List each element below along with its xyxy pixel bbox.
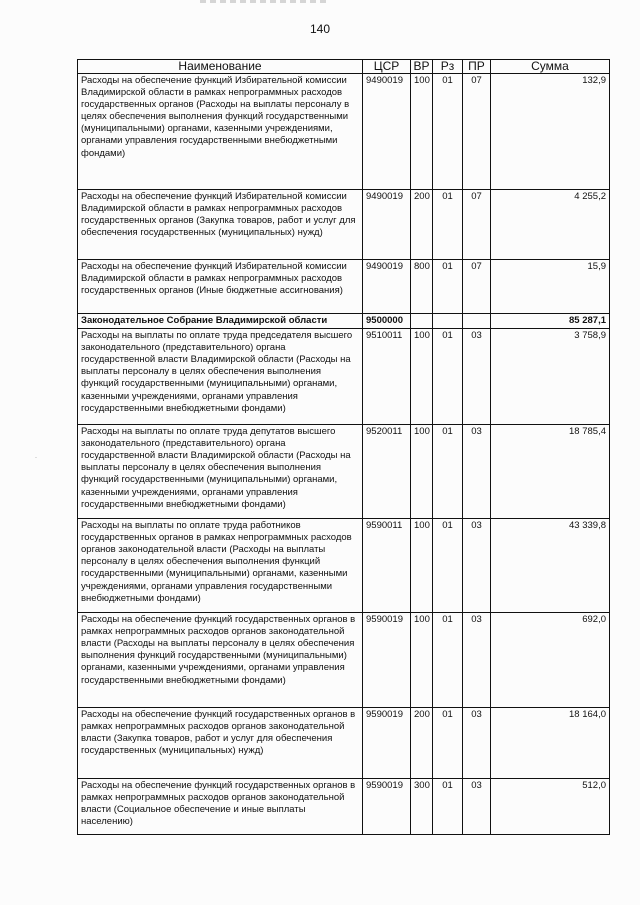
column-header-rz: Рз xyxy=(433,60,463,74)
row-sum: 85 287,1 xyxy=(491,314,610,329)
row-sum: 18 164,0 xyxy=(491,708,610,779)
row-sum: 43 339,8 xyxy=(491,519,610,613)
row-vr: 100 xyxy=(411,74,433,190)
table-row xyxy=(78,519,610,613)
row-vr xyxy=(411,314,433,329)
row-pr: 07 xyxy=(463,190,491,260)
column-header-name: Наименование xyxy=(78,60,363,74)
table-row xyxy=(78,74,610,190)
row-pr xyxy=(463,314,491,329)
column-header-vr: ВР xyxy=(411,60,433,74)
table-row xyxy=(78,329,610,425)
row-vr: 100 xyxy=(411,519,433,613)
row-csr: 9590019 xyxy=(363,708,411,779)
row-vr: 200 xyxy=(411,708,433,779)
row-vr: 200 xyxy=(411,190,433,260)
table-row xyxy=(78,425,610,519)
row-csr: 9490019 xyxy=(363,190,411,260)
row-pr: 03 xyxy=(463,613,491,708)
column-header-csr: ЦСР xyxy=(363,60,411,74)
row-csr: 9490019 xyxy=(363,260,411,314)
row-sum: 4 255,2 xyxy=(491,190,610,260)
row-pr: 03 xyxy=(463,708,491,779)
table-row xyxy=(78,613,610,708)
row-pr: 07 xyxy=(463,260,491,314)
row-name: Расходы на выплаты по оплате труда председателя высшего законодательного (представительного) органа государственной власти Владимирской области (Расходы на выплаты персоналу в целях обеспечения выполнения функций государственными (муниципальными) органами, казенными учреждениями, органами управления государственными внебюджетными фондами) xyxy=(78,329,363,425)
scan-artifact xyxy=(200,0,330,3)
row-rz: 01 xyxy=(433,425,463,519)
row-rz: 01 xyxy=(433,329,463,425)
row-csr: 9490019 xyxy=(363,74,411,190)
row-sum: 15,9 xyxy=(491,260,610,314)
row-rz: 01 xyxy=(433,613,463,708)
row-rz: 01 xyxy=(433,74,463,190)
row-rz: 01 xyxy=(433,519,463,613)
row-name: Расходы на обеспечение функций Избирательной комиссии Владимирской области в рамках непрограммных расходов государственных органов (Иные бюджетные ассигнования) xyxy=(78,260,363,314)
row-pr: 03 xyxy=(463,519,491,613)
row-name: Расходы на обеспечение функций государственных органов в рамках непрограммных расходов органов законодательной власти (Расходы на выплаты персоналу в целях обеспечения выполнения функций государственными (муниципальными) органами, казенными учреждениями, органами управления государственными внебюджетными фондами) xyxy=(78,613,363,708)
table-row xyxy=(78,260,610,314)
row-name: Законодательное Собрание Владимирской области xyxy=(78,314,363,329)
row-rz: 01 xyxy=(433,190,463,260)
row-pr: 03 xyxy=(463,425,491,519)
row-csr: 9500000 xyxy=(363,314,411,329)
column-header-sum: Сумма xyxy=(491,60,610,74)
row-csr: 9520011 xyxy=(363,425,411,519)
row-vr: 300 xyxy=(411,779,433,835)
table-row-section xyxy=(78,314,610,329)
row-rz: 01 xyxy=(433,779,463,835)
table-row xyxy=(78,779,610,835)
table-header-row xyxy=(78,60,610,74)
row-name: Расходы на обеспечение функций Избирательной комиссии Владимирской области в рамках непрограммных расходов государственных органов (Закупка товаров, работ и услуг для обеспечения государственных (муниципальных) нужд) xyxy=(78,190,363,260)
row-rz: 01 xyxy=(433,708,463,779)
table-row xyxy=(78,190,610,260)
row-sum: 692,0 xyxy=(491,613,610,708)
row-csr: 9510011 xyxy=(363,329,411,425)
row-vr: 800 xyxy=(411,260,433,314)
row-sum: 3 758,9 xyxy=(491,329,610,425)
row-vr: 100 xyxy=(411,425,433,519)
row-name: Расходы на обеспечение функций государственных органов в рамках непрограммных расходов органов законодательной власти (Закупка товаров, работ и услуг для обеспечения государственных (муниципальных) нужд) xyxy=(78,708,363,779)
row-name: Расходы на обеспечение функций государственных органов в рамках непрограммных расходов органов законодательной власти (Социальное обеспечение и иные выплаты населению) xyxy=(78,779,363,835)
row-csr: 9590019 xyxy=(363,613,411,708)
row-csr: 9590019 xyxy=(363,779,411,835)
row-rz: 01 xyxy=(433,260,463,314)
row-vr: 100 xyxy=(411,613,433,708)
row-pr: 03 xyxy=(463,779,491,835)
row-name: Расходы на выплаты по оплате труда работников государственных органов в рамках непрограммных расходов органов законодательной власти (Расходы на выплаты персоналу в целях обеспечения выполнения функций государственными (муниципальными) органами, казенными учреждениями, органами управления государственными внебюджетными фондами) xyxy=(78,519,363,613)
row-sum: 18 785,4 xyxy=(491,425,610,519)
table-row xyxy=(78,708,610,779)
row-sum: 512,0 xyxy=(491,779,610,835)
budget-table xyxy=(77,59,610,835)
margin-mark: · xyxy=(35,455,37,461)
row-name: Расходы на выплаты по оплате труда депутатов высшего законодательного (представительного) органа государственной власти Владимирской области (Расходы на выплаты персоналу в целях обеспечения выполнения функций государственными (муниципальными) органами, казенными учреждениями, органами управления государственными внебюджетными фондами) xyxy=(78,425,363,519)
row-rz xyxy=(433,314,463,329)
page-number: 140 xyxy=(309,22,331,36)
row-vr: 100 xyxy=(411,329,433,425)
row-pr: 03 xyxy=(463,329,491,425)
column-header-pr: ПР xyxy=(463,60,491,74)
row-name: Расходы на обеспечение функций Избирательной комиссии Владимирской области в рамках непрограммных расходов государственных органов (Расходы на выплаты персоналу в целях обеспечения выполнения функций государственными (муниципальными) органами, казенными учреждениями, органами управления государственными внебюджетными фондами) xyxy=(78,74,363,190)
row-pr: 07 xyxy=(463,74,491,190)
row-sum: 132,9 xyxy=(491,74,610,190)
row-csr: 9590011 xyxy=(363,519,411,613)
